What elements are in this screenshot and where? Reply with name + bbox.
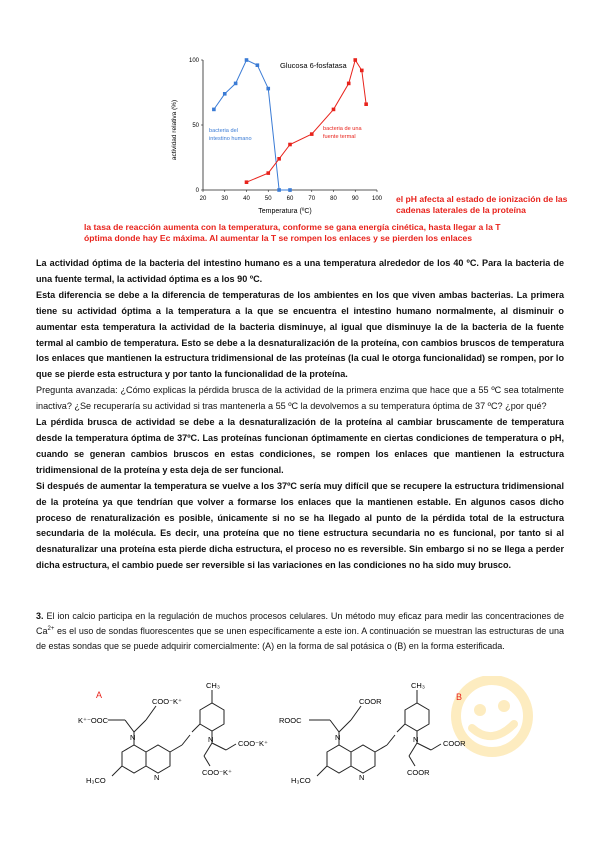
note-temperature: la tasa de reacción aumenta con la temperatura, conforme se gana energía cinética, hasta llegar a la T óptima donde hay Ec máxima. Al aumentar la T se rompen los enlaces y se pierden los enlaces <box>84 222 501 243</box>
series-1-point <box>360 69 364 73</box>
structure-b-n3: N <box>413 735 419 744</box>
x-tick-label: 90 <box>351 196 359 202</box>
series-1-point <box>364 102 368 106</box>
series-0-point <box>288 188 292 192</box>
structure-a-label: A <box>96 690 103 700</box>
series-0-point <box>256 63 260 67</box>
paragraph-explanation: Esta diferencia se debe a la diferencia de temperaturas de los ambientes en los que viven ambas bacterias. La primera tiene su actividad óptima a la temperatura a la que se encuentra el intestino humano normalmente, al disminuir o aumentar esta temperatura la actividad de la bacteria disminuye, al igual que disminuye la de la bacteria de la fuente termal al cambio de temperatura. Esto se debe a la desnaturalización de la proteína, con cambios bruscos de temperatura los enlaces que mantienen la estructura tridimensional de las proteínas (la cual le otorga funcionalidad) se rompen, por lo que se pierde esta estructura y por tanto la funcionalidad de la proteína. <box>36 289 564 380</box>
structure-a-group-4: COO⁻K⁺ <box>202 768 233 777</box>
series-1-point <box>277 157 281 161</box>
structure-b-drawing <box>275 680 490 790</box>
structure-a-n3: N <box>208 735 214 744</box>
x-tick-label: 100 <box>371 196 383 202</box>
structure-b-methoxy: H₃CO <box>291 776 311 785</box>
paragraph-advanced-question: Pregunta avanzada: ¿Cómo explicas la pérdida brusca de la actividad de la primera enzima que hace que a 55 ºC sea totalmente inactiva? ¿Se recuperaría su actividad si tras mantenerla a 55 ºC la devolvemos a su temperatura óptima de 37 ºC? ¿por qué? <box>36 385 564 412</box>
series-1-point <box>288 143 292 147</box>
x-tick-label: 50 <box>264 196 272 202</box>
x-tick-label: 30 <box>221 196 229 202</box>
series-0-point <box>212 108 216 112</box>
series-0-point <box>266 87 270 91</box>
blue-series-label-2: intestino humano <box>209 136 252 142</box>
question-3-text-b: es el uso de sondas fluorescentes que se unen específicamente a este ion. A continuación se muestran las estructuras de una de estas sondas que se puede adquirir comercialmente: (A) en la forma de sal potásica o (B) en la forma esterificada. <box>36 626 564 651</box>
structure-a-methyl: CH₃ <box>206 681 220 690</box>
red-series-label-1: bacteria de una <box>323 126 362 132</box>
x-tick-label: 20 <box>199 196 207 202</box>
y-tick-label: 0 <box>195 188 199 194</box>
chart-title: Glucosa 6-fosfatasa <box>280 61 347 70</box>
series-0-point <box>223 92 227 96</box>
series-1-point <box>332 108 336 112</box>
series-1-point <box>266 171 270 175</box>
structure-a-n2: N <box>154 773 160 782</box>
series-0-point <box>245 58 249 62</box>
structure-b-label: B <box>456 692 463 702</box>
series-1-point <box>353 58 357 62</box>
series-0-point <box>277 188 281 192</box>
structure-b-methyl: CH₃ <box>411 681 425 690</box>
answer-text-block <box>36 256 564 574</box>
structure-b-group-4: COOR <box>407 768 430 777</box>
structure-a-group-3: COO⁻K⁺ <box>238 739 269 748</box>
y-tick-label: 50 <box>192 123 199 129</box>
red-series-label-2: fuente termal <box>323 134 356 140</box>
chart-axes <box>203 60 377 190</box>
structure-a-drawing <box>70 680 285 790</box>
chart-ylabel: actividad relativa (%) <box>171 99 178 161</box>
blue-series-label-1: bacteria del <box>209 128 238 134</box>
x-tick-label: 70 <box>308 196 316 202</box>
question-3-text-a: El ion calcio participa en la regulación de muchos procesos celulares. Un método muy eficaz para medir las concentraciones de Ca <box>36 611 564 636</box>
structure-b-group-1: COOR <box>359 697 382 706</box>
paragraph-optimal-activity: La actividad óptima de la bacteria del intestino humano es a una temperatura alrededor de los 40 ºC. Para la bacteria de una fuente termal, la actividad óptima es a los 90 ºC. <box>36 258 564 284</box>
note-ph: el pH afecta al estado de ionización de las cadenas laterales de la proteína <box>396 194 568 215</box>
structure-a-n1: N <box>130 733 136 742</box>
structure-b-n1: N <box>335 733 341 742</box>
series-1-point <box>347 82 351 86</box>
series-line-0 <box>214 60 290 190</box>
paragraph-denaturation: La pérdida brusca de actividad se debe a la desnaturalización de la proteína al cambiar bruscamente de temperatura desde la temperatura óptima de 37ºC. Las proteínas funcionan óptimamente en ciertas condiciones de temperatura o pH, cuando se generan cambios bruscos en estas condiciones, se rompen los enlaces que mantienen la estructura tridimensional de la proteína y esta deja de ser funcional. <box>36 417 564 475</box>
x-tick-label: 80 <box>330 196 337 202</box>
structure-a-methoxy: H₃CO <box>86 776 106 785</box>
x-tick-label: 60 <box>286 196 294 202</box>
question-3 <box>36 609 564 654</box>
structure-b-group-3: COOR <box>443 739 466 748</box>
series-0-point <box>234 82 238 86</box>
question-3-number: 3. <box>36 611 44 621</box>
structure-b-n2: N <box>359 773 365 782</box>
structure-a-group-1: COO⁻K⁺ <box>152 697 183 706</box>
series-1-point <box>310 132 314 136</box>
y-tick-label: 100 <box>188 58 199 64</box>
structure-b-group-2: ROOC <box>279 716 302 725</box>
x-tick-label: 40 <box>243 196 250 202</box>
series-1-point <box>245 180 249 184</box>
chart-xlabel: Temperatura (ºC) <box>258 208 312 215</box>
temperature-activity-chart <box>165 48 385 218</box>
series-line-1 <box>247 60 367 182</box>
chart-series <box>212 58 368 192</box>
structure-a-group-2: K⁺⁻OOC <box>78 716 109 725</box>
question-3-superscript: 2+ <box>47 626 55 632</box>
paragraph-renaturation: Si después de aumentar la temperatura se vuelve a los 37ºC sería muy difícil que se recupere la estructura tridimensional de la proteína ya que tendrían que volver a formarse los enlaces que la mantienen estable. En algunos casos dicho proceso de renaturalización es posible, únicamente si no se ha llegado al punto de la pérdida total de la estructura secundaria de la molécula. Es decir, una proteína que no tiene estructura secundaria no es funcional, por tanto si al desnaturalizar una proteína esta pierde dicha estructura, el proceso no es reversible. Sin embargo si no se llega a perder dicha estructura, el cambio puede ser reversible si las variaciones en las condiciones no ha sido muy brusco. <box>36 480 564 571</box>
